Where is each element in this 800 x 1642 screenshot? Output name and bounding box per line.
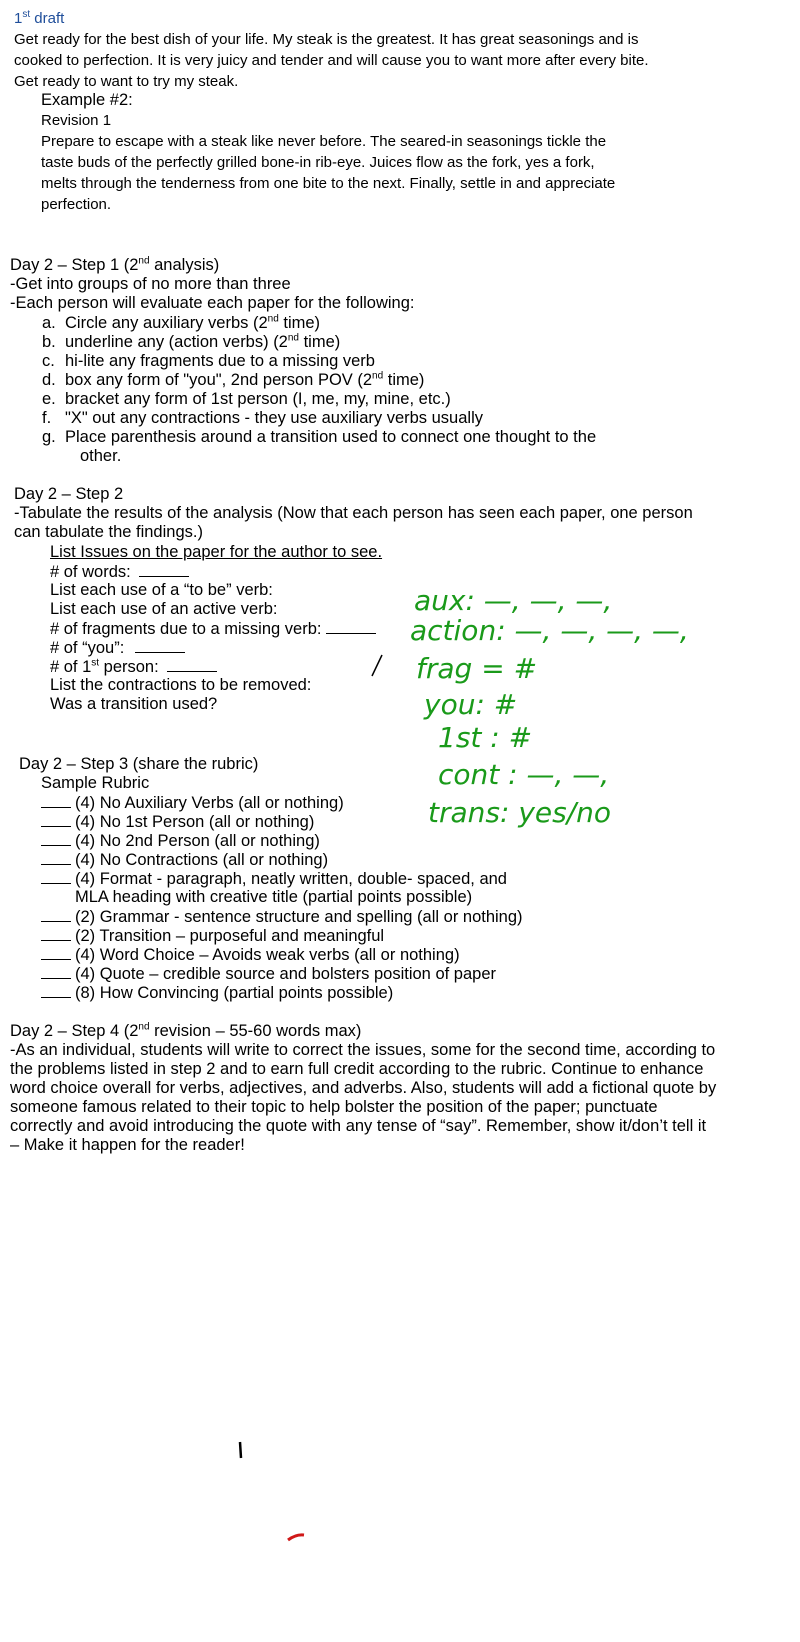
fragments-line: # of fragments due to a missing verb:: [50, 619, 376, 640]
rubric-item: (4) No 1st Person (all or nothing): [41, 812, 314, 833]
step1-item: g. Place parenthesis around a transition used to connect one thought to the: [42, 428, 597, 446]
rubric-item-continuation: MLA heading with creative title (partial points possible): [75, 888, 473, 906]
you-count-line: # of “you”:: [50, 638, 185, 659]
rubric-label: Sample Rubric: [41, 774, 150, 792]
draft-line: Get ready to want to try my steak.: [14, 73, 239, 90]
words-count-line: # of words:: [50, 562, 189, 583]
handwritten-frag: frag = #: [416, 652, 538, 685]
step2-intro: can tabulate the findings.): [14, 523, 203, 541]
contractions-line: List the contractions to be removed:: [50, 676, 312, 694]
step4-line: correctly and avoid introducing the quote with any tense of “say”. Remember, show it/don’t tell it: [10, 1117, 707, 1135]
revision-label: Revision 1: [41, 112, 112, 129]
step4-line: -As an individual, students will write to correct the issues, some for the second time, according to: [10, 1041, 716, 1059]
rubric-item: (4) Quote – credible source and bolsters position of paper: [41, 964, 496, 985]
draft-line: cooked to perfection. It is very juicy and tender and will cause you to want more after every bite.: [14, 52, 649, 69]
stray-mark: [288, 1535, 304, 1540]
handwritten-first: 1st : #: [438, 721, 533, 754]
handwritten-trans: trans: yes/no: [428, 796, 612, 829]
rubric-item: (4) No Contractions (all or nothing): [41, 850, 328, 871]
step1-intro: -Get into groups of no more than three: [10, 275, 291, 293]
step4-line: – Make it happen for the reader!: [10, 1136, 245, 1154]
handwritten-aux: aux: —, —, —,: [414, 584, 613, 617]
rubric-item: (4) No Auxiliary Verbs (all or nothing): [41, 793, 344, 814]
step4-line: the problems listed in step 2 and to earn full credit according to the rubric. Continue to enhance: [10, 1060, 704, 1078]
step1-item-continuation: other.: [80, 447, 122, 465]
rubric-item: (2) Grammar - sentence structure and spelling (all or nothing): [41, 907, 523, 928]
first-person-line: # of 1st person:: [50, 657, 217, 678]
revision-line: melts through the tenderness from one bite to the next. Finally, settle in and appreciate: [41, 175, 616, 192]
step1-title: Day 2 – Step 1 (2nd analysis): [10, 255, 220, 274]
step4-line: word choice overall for verbs, adjectives, and adverbs. Also, students will add a fictional quote by: [10, 1079, 717, 1097]
step1-item: c. hi-lite any fragments due to a missing verb: [42, 352, 375, 370]
step2-list-heading: List Issues on the paper for the author to see.: [50, 543, 383, 561]
step2-title: Day 2 – Step 2: [14, 485, 124, 503]
step1-intro: -Each person will evaluate each paper for the following:: [10, 294, 415, 312]
example-heading: Example #2:: [41, 91, 133, 109]
step4-line: someone famous related to their topic to help bolster the position of the paper; punctuate: [10, 1098, 658, 1116]
draft-title: 1st draft: [14, 9, 65, 27]
handwritten-action: action: —, —, —, —,: [410, 614, 689, 647]
rubric-item: (4) Word Choice – Avoids weak verbs (all or nothing): [41, 945, 460, 966]
step1-item: f. "X" out any contractions - they use auxiliary verbs usually: [42, 409, 483, 427]
step3-title: Day 2 – Step 3 (share the rubric): [19, 755, 259, 773]
draft-line: Get ready for the best dish of your life. My steak is the greatest. It has great seasonings and is: [14, 31, 639, 48]
step1-item: b. underline any (action verbs) (2nd time): [42, 332, 341, 351]
rubric-item: (4) No 2nd Person (all or nothing): [41, 831, 320, 852]
handwritten-you: you: #: [424, 688, 518, 721]
stray-mark: [240, 1442, 241, 1458]
rubric-item: (8) How Convincing (partial points possible): [41, 983, 393, 1004]
active-verb-line: List each use of an active verb:: [50, 600, 278, 618]
handwritten-cont: cont : —, —,: [438, 758, 610, 791]
to-be-line: List each use of a “to be” verb:: [50, 581, 273, 599]
step4-title: Day 2 – Step 4 (2nd revision – 55-60 words max): [10, 1021, 362, 1040]
step2-intro: -Tabulate the results of the analysis (Now that each person has seen each paper, one person: [14, 504, 693, 522]
step1-item: d. box any form of "you", 2nd person POV (2nd time): [42, 370, 425, 389]
rubric-item: (4) Format - paragraph, neatly written, double- spaced, and: [41, 869, 507, 890]
revision-line: perfection.: [41, 196, 112, 213]
step1-item: e. bracket any form of 1st person (I, me, my, mine, etc.): [42, 390, 451, 408]
rubric-item: (2) Transition – purposeful and meaningful: [41, 926, 384, 947]
revision-line: Prepare to escape with a steak like never before. The seared-in seasonings tickle the: [41, 133, 607, 150]
step1-item: a. Circle any auxiliary verbs (2nd time): [42, 313, 321, 332]
transition-line: Was a transition used?: [50, 695, 218, 713]
revision-line: taste buds of the perfectly grilled bone-in rib-eye. Juices flow as the fork, yes a fork,: [41, 154, 595, 171]
